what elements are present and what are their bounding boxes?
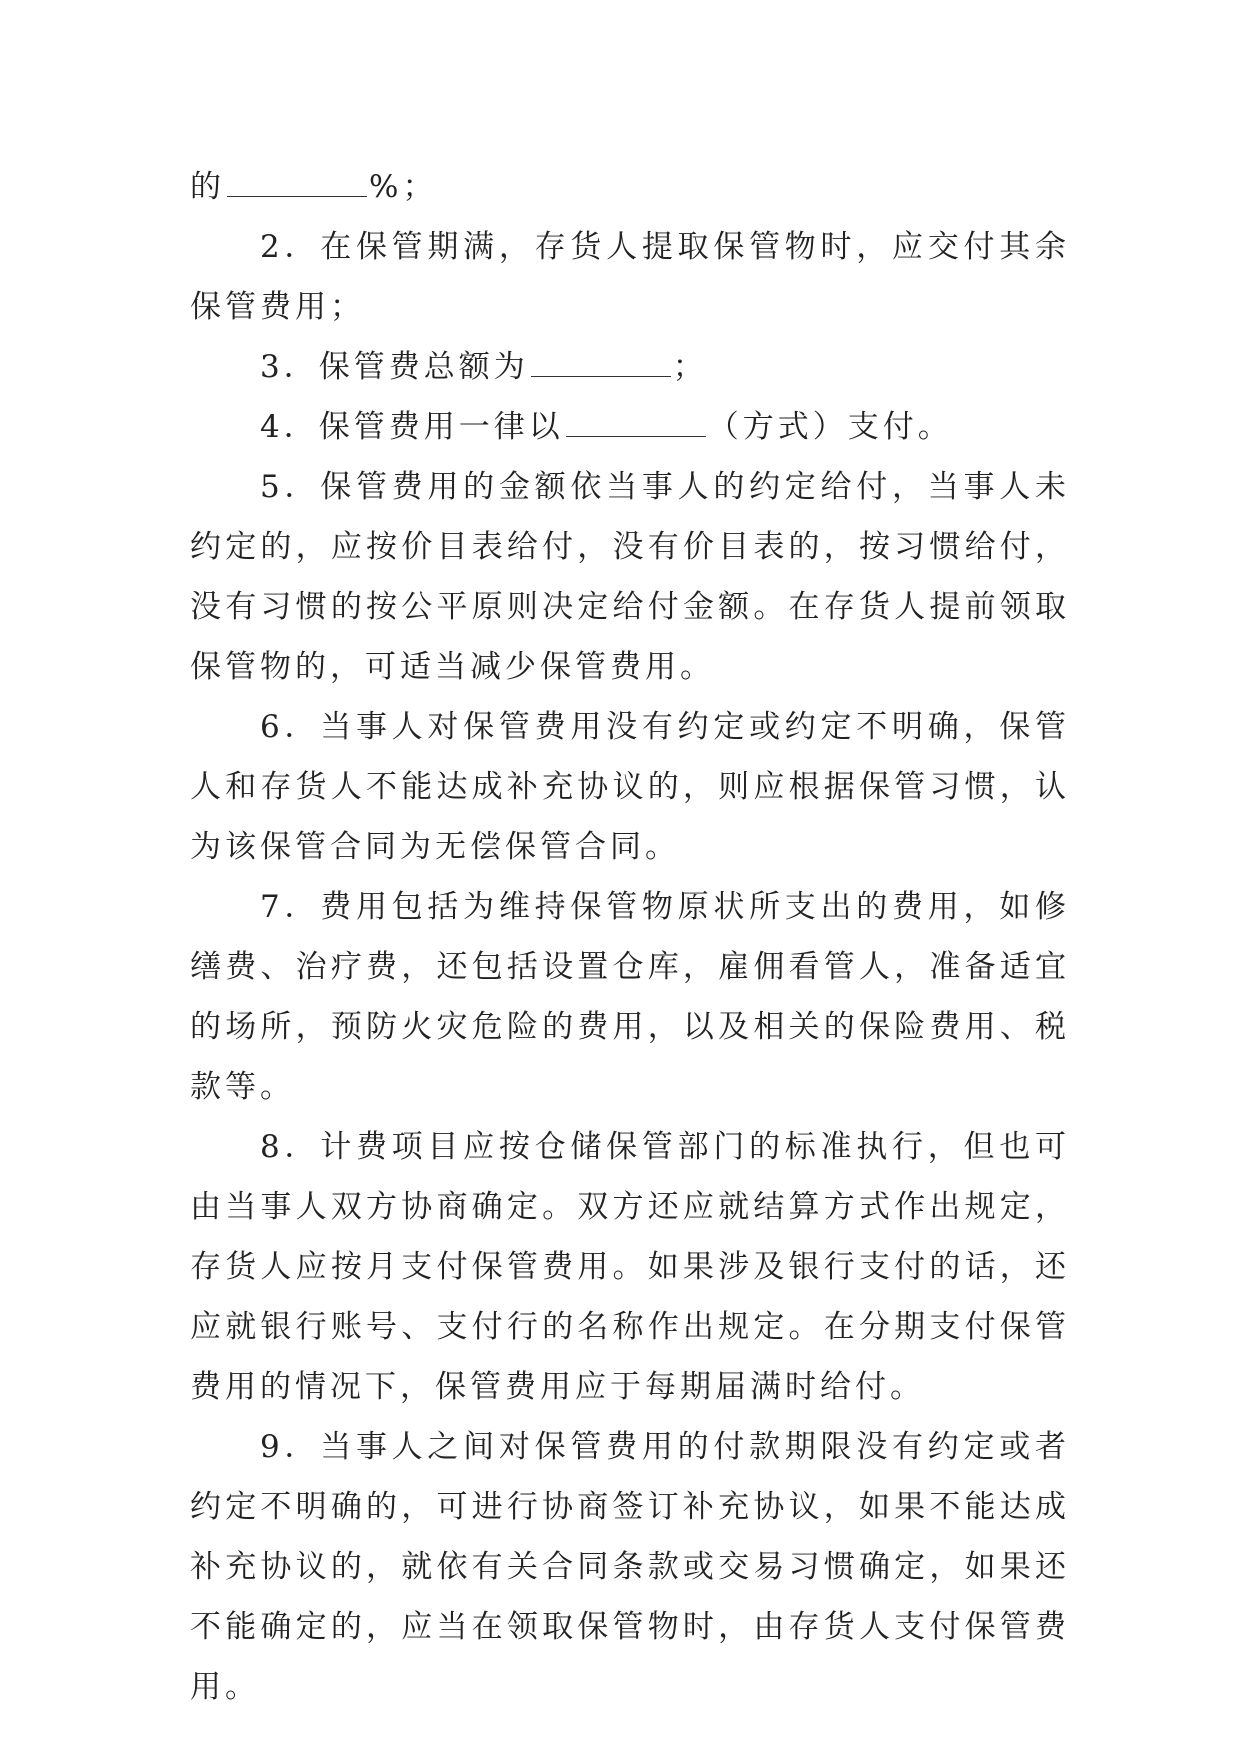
fill-in-blank-percentage[interactable] [227,166,367,197]
paragraph-1-prefix: 的 [190,169,225,205]
paragraph-8: 8．计费项目应按仓储保管部门的标准执行，但也可由当事人双方协商确定。双方还应就结算方式作出规定，存货人应按月支付保管费用。如果涉及银行支付的话，还应就银行账号、支付行的名称作出规定。在分期支付保管费用的情况下，保管费用应于每期届满时给付。 [190,1129,1070,1405]
paragraph-5: 5．保管费用的金额依当事人的约定给付，当事人未约定的，应按价目表给付，没有价目表的，按习惯给付，没有习惯的按公平原则决定给付金额。在存货人提前领取保管物的，可适当减少保管费用。 [190,469,1070,685]
paragraph-7: 7．费用包括为维持保管物原状所支出的费用，如修缮费、治疗费，还包括设置仓库，雇佣看管人，准备适宜的场所，预防火灾危险的费用，以及相关的保险费用、税款等。 [190,889,1070,1105]
fill-in-blank-payment-method[interactable] [566,406,706,437]
paragraph-3-suffix: ； [672,349,708,385]
paragraph-2: 2．在保管期满，存货人提取保管物时，应交付其余保管费用； [190,229,1070,325]
paragraph-9: 9．当事人之间对保管费用的付款期限没有约定或者约定不明确的，可进行协商签订补充协议，如果不能达成补充协议的，就依有关合同条款或交易习惯确定，如果还不能确定的，应当在领取保管物时，由存货人支付保管费用。 [190,1429,1070,1705]
paragraph-6: 6．当事人对保管费用没有约定或约定不明确，保管人和存货人不能达成补充协议的，则应根据保管习惯，认为该保管合同为无偿保管合同。 [190,709,1070,865]
paragraph-4-prefix: 4．保管费用一律以 [260,409,564,445]
paragraph-3-prefix: 3．保管费总额为 [260,349,529,385]
paragraph-4-suffix: （方式）支付。 [707,409,953,445]
paragraph-1-continuation [190,157,1070,217]
document-body [190,157,1070,1717]
paragraph-4 [190,397,1070,457]
paragraph-3 [190,337,1070,397]
paragraph-1-suffix: %； [369,169,438,205]
fill-in-blank-total-fee[interactable] [531,346,671,377]
